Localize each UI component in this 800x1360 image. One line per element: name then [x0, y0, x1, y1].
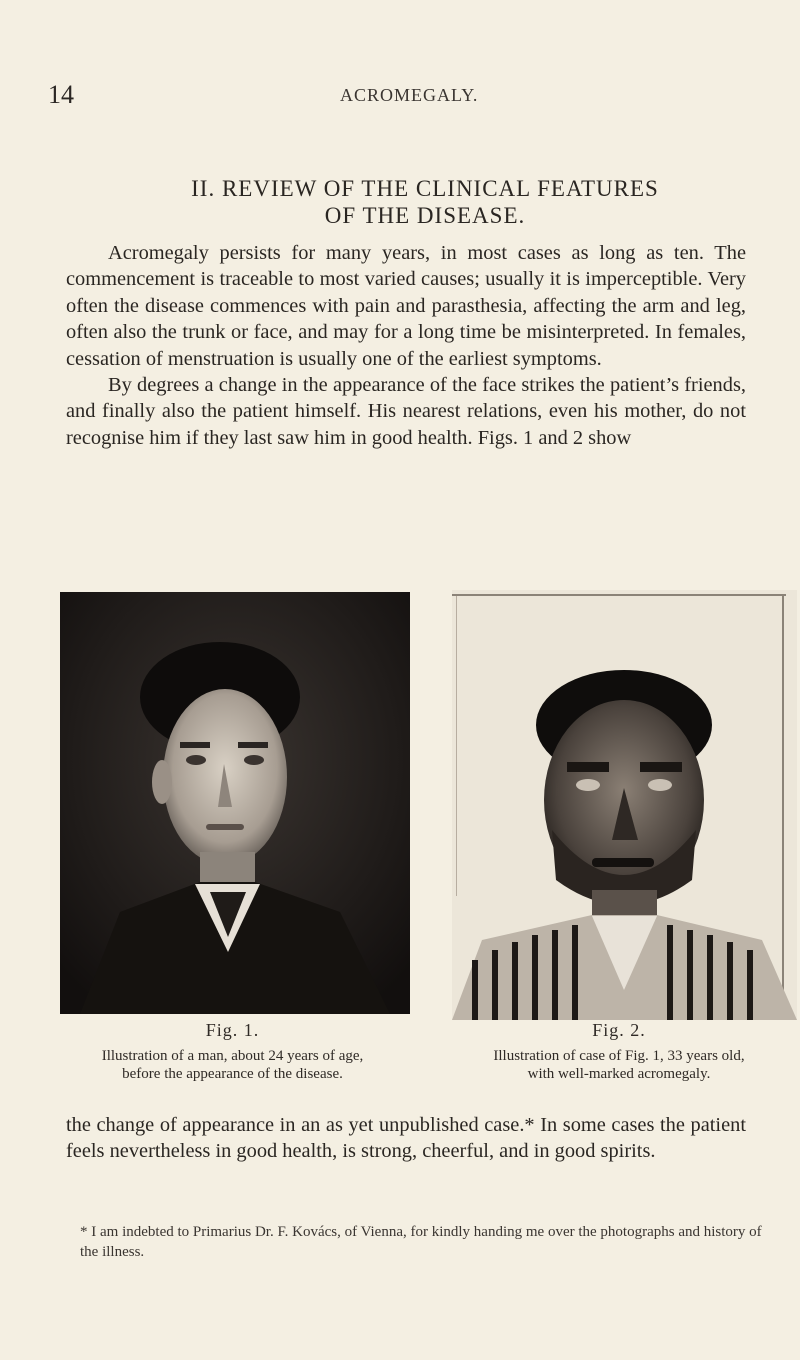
- body-text-upper: [66, 240, 746, 451]
- page-number: 14: [48, 80, 74, 109]
- figure-1-label: Fig. 1.: [205, 1020, 260, 1040]
- footnote: * I am indebted to Primarius Dr. F. Kovács, of Vienna, for kindly handing me over the photographs and history of the illness.: [80, 1224, 762, 1260]
- portrait-before-icon: [60, 592, 410, 1014]
- section-title: [60, 175, 790, 229]
- paragraph-2: By degrees a change in the appearance of the face strikes the patient’s friends, and finally also the patient himself. His nearest relations, even his mother, do not recognise him if they last saw him in good health. Figs. 1 and 2 show: [66, 374, 746, 449]
- body-text-lower: [66, 1112, 746, 1165]
- figure-1-caption: [40, 1020, 425, 1083]
- figure-1-caption-line-1: Illustration of a man, about 24 years of age,: [101, 1048, 364, 1064]
- figure-1-photo: [60, 592, 410, 1014]
- section-title-line-2: OF THE DISEASE.: [324, 203, 526, 228]
- paragraph-1: Acromegaly persists for many years, in most cases as long as ten. The commencement is traceable to most varied causes; usually it is imperceptible. Very often the disease commences with pain and parasthesia, affecting the arm and leg, often also the trunk or face, and may for a long time be misinterpreted. In females, cessation of menstruation is usually one of the earliest symptoms.: [66, 242, 746, 370]
- paragraph-3: the change of appearance in an as yet unpublished case.* In some cases the patient feels nevertheless in good health, is strong, cheerful, and in good spirits.: [66, 1114, 746, 1163]
- figure-2-caption: [438, 1020, 800, 1083]
- figure-2-photo: [452, 590, 797, 1020]
- figure-2-caption-line-1: Illustration of case of Fig. 1, 33 years old,: [493, 1048, 745, 1064]
- portrait-after-icon: [452, 590, 797, 1020]
- figure-2-caption-line-2: with well-marked acromegaly.: [527, 1066, 711, 1082]
- figure-2-label: Fig. 2.: [592, 1020, 646, 1040]
- running-head: ACROMEGALY.: [340, 85, 479, 105]
- section-title-line-1: II. REVIEW OF THE CLINICAL FEATURES: [191, 176, 659, 201]
- figure-1-caption-line-2: before the appearance of the disease.: [122, 1066, 343, 1082]
- page-header: [0, 80, 800, 112]
